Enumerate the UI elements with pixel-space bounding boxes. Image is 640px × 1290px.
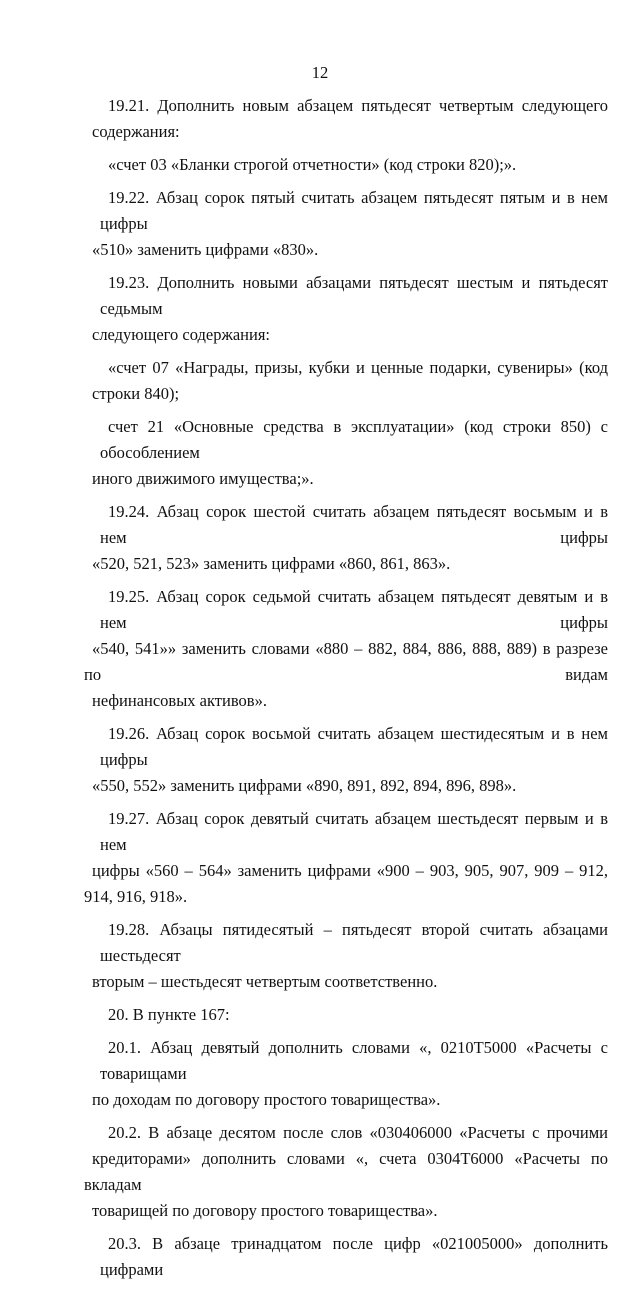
text-line: 19.28. Абзацы пятидесятый – пятьдесят второй считать абзацами шестьдесят: [100, 920, 608, 965]
text-line: по доходам по договору простого товарищества».: [92, 1090, 441, 1109]
page-number: 12: [311, 63, 329, 82]
text-line: 19.21. Дополнить новым абзацем пятьдесят четвертым следующего: [108, 96, 608, 115]
text-line: «550, 552» заменить цифрами «890, 891, 892, 894, 896, 898».: [92, 776, 517, 795]
text-line: цифры «560 – 564» заменить цифрами «900 – 903, 905, 907, 909 – 912, 914, 916, 918».: [84, 861, 608, 906]
text-line: нефинансовых активов».: [92, 691, 267, 710]
paragraph: [92, 917, 608, 995]
text-line: иного движимого имущества;».: [92, 469, 314, 488]
paragraph: [84, 584, 608, 714]
text-line: 20. В пункте 167:: [108, 1005, 230, 1024]
text-line: 19.25. Абзац сорок седьмой считать абзацем пятьдесят девятым и в нем цифры: [100, 587, 608, 632]
paragraph: [92, 1035, 608, 1113]
text-line: следующего содержания:: [92, 325, 271, 344]
text-line: «510» заменить цифрами «830».: [92, 240, 319, 259]
text-line: 20.3. В абзаце тринадцатом после цифр «021005000» дополнить цифрами: [100, 1234, 608, 1279]
paragraph: [92, 93, 608, 145]
text-line: «520, 521, 523» заменить цифрами «860, 861, 863».: [92, 554, 451, 573]
text-line: 19.26. Абзац сорок восьмой считать абзацем шестидесятым и в нем цифры: [100, 724, 608, 769]
paragraph: [92, 270, 608, 348]
paragraph: [92, 1002, 608, 1028]
text-line: счет 21 «Основные средства в эксплуатации» (код строки 850) с обособлением: [100, 417, 608, 462]
paragraph: [92, 185, 608, 263]
text-line: 19.22. Абзац сорок пятый считать абзацем пятьдесят пятым и в нем цифры: [100, 188, 608, 233]
paragraph: [92, 499, 608, 577]
text-line: «счет 07 «Награды, призы, кубки и ценные подарки, сувениры» (код: [108, 358, 608, 377]
text-line: кредиторами» дополнить словами «, счета 0304Т6000 «Расчеты по вкладам: [84, 1149, 608, 1194]
paragraph: [92, 355, 608, 407]
paragraph: [84, 1120, 608, 1224]
text-line: 20.2. В абзаце десятом после слов «030406000 «Расчеты с прочими: [108, 1123, 608, 1142]
text-line: 20.1. Абзац девятый дополнить словами «, 0210Т5000 «Расчеты с товарищами: [100, 1038, 608, 1083]
text-line: 19.24. Абзац сорок шестой считать абзацем пятьдесят восьмым и в нем цифры: [100, 502, 608, 547]
text-line: 19.27. Абзац сорок девятый считать абзацем шестьдесят первым и в нем: [100, 809, 608, 854]
text-line: строки 840);: [92, 384, 180, 403]
text-line: 19.23. Дополнить новыми абзацами пятьдесят шестым и пятьдесят седьмым: [100, 273, 608, 318]
text-line: вторым – шестьдесят четвертым соответственно.: [92, 972, 438, 991]
paragraph: [84, 806, 608, 910]
document-body: [84, 93, 608, 1290]
text-line: содержания:: [92, 122, 180, 141]
text-line: «540, 541»» заменить словами «880 – 882, 884, 886, 888, 889) в разрезе по видам: [84, 639, 608, 684]
text-line: «счет 03 «Бланки строгой отчетности» (код строки 820);».: [108, 155, 517, 174]
paragraph: [92, 152, 608, 178]
paragraph: [92, 414, 608, 492]
text-line: товарищей по договору простого товарищества».: [92, 1201, 438, 1220]
paragraph: [92, 721, 608, 799]
paragraph: [92, 1231, 608, 1283]
